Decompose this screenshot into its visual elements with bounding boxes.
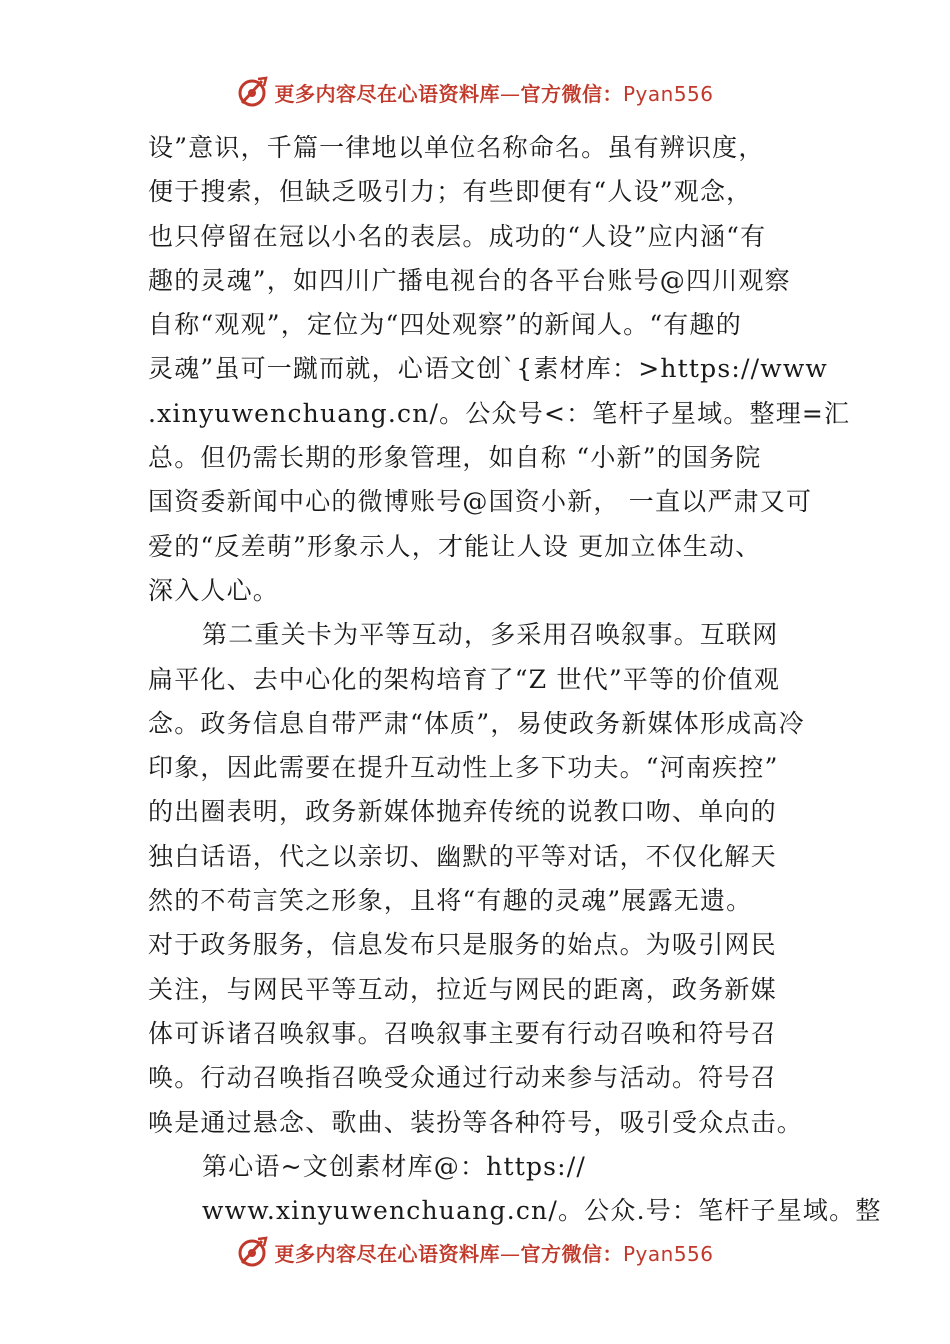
watermark-main: 更多内容尽在心语资料库 [274,1241,500,1266]
watermark-banner-bottom [0,1232,950,1272]
text-line: 关注，与网民平等互动，拉近与网民的距离，政务新媒 [148,974,777,1004]
watermark-contact-label: 官方微信： [520,81,623,106]
text-line: www.xinyuwenchuang.cn/。公众.号：笔杆子星域。整 [202,1196,882,1226]
watermark-banner-top [0,72,950,112]
watermark-dash: — [499,1241,521,1266]
text-line: 体可诉诸召唤叙事。召唤叙事主要有行动召唤和符号召 [148,1018,777,1048]
text-line: 对于政务服务，信息发布只是服务的始点。为吸引网民 [148,930,777,960]
text-line: 唤。行动召唤指召唤受众通过行动来参与活动。符号召 [148,1063,777,1093]
text-line: 然的不苟言笑之形象，且将“有趣的灵魂”展露无遗。 [148,886,753,916]
text-line: 也只停留在冠以小名的表层。成功的“人设”应内涵“有 [148,221,767,251]
watermark-logo-icon [236,75,270,109]
text-line: 灵魂”虽可一蹴而就，心语文创`{素材库：>https://www [148,354,829,384]
text-line: 念。政务信息自带严肃“体质”，易使政务新媒体形成高冷 [148,708,805,738]
watermark-main: 更多内容尽在心语资料库 [274,81,500,106]
text-line: 爱的“反差萌”形象示人，才能让人设 更加立体生动、 [148,531,762,561]
text-line: 设”意识，千篇一律地以单位名称命名。虽有辨识度， [148,133,765,162]
paragraph-start-line: 第心语~文创素材库@：https:// [202,1151,587,1181]
watermark-logo-icon [236,1235,270,1269]
text-line: 国资委新闻中心的微博账号@国资小新， 一直以严肃又可 [148,487,813,517]
watermark-dash: — [499,81,521,106]
watermark-contact-label: 官方微信： [520,1241,623,1266]
text-line: 总。但仍需长期的形象管理，如自称 “小新”的国务院 [148,443,762,473]
document-body [148,126,882,1233]
text-line: 扁平化、去中心化的架构培育了“Z 世代”平等的价值观 [148,664,781,694]
text-line: 便于搜索，但缺乏吸引力；有些即便有“人设”观念， [148,177,753,207]
watermark-text [274,78,713,107]
text-line: 趣的灵魂”，如四川广播电视台的各平台账号@四川观察 [148,265,791,295]
watermark-contact-id: Pyan556 [622,1241,714,1266]
text-line: .xinyuwenchuang.cn/。公众号<：笔杆子星域。整理=汇 [148,398,851,428]
watermark-contact-id: Pyan556 [622,81,714,106]
paragraph-start-line: 第二重关卡为平等互动，多采用召唤叙事。互联网 [202,620,779,650]
text-line: 印象，因此需要在提升互动性上多下功夫。“河南疾控” [148,753,779,783]
text-line: 的出圈表明，政务新媒体抛弃传统的说教口吻、单向的 [148,797,777,827]
text-line: 深入人心。 [148,575,280,605]
watermark-text [274,1238,713,1267]
text-line: 自称“观观”，定位为“四处观察”的新闻人。“有趣的 [148,310,742,340]
text-line: 独白话语，代之以亲切、幽默的平等对话，不仅化解天 [148,841,777,871]
text-line: 唤是通过悬念、歌曲、装扮等各种符号，吸引受众点击。 [148,1107,804,1137]
